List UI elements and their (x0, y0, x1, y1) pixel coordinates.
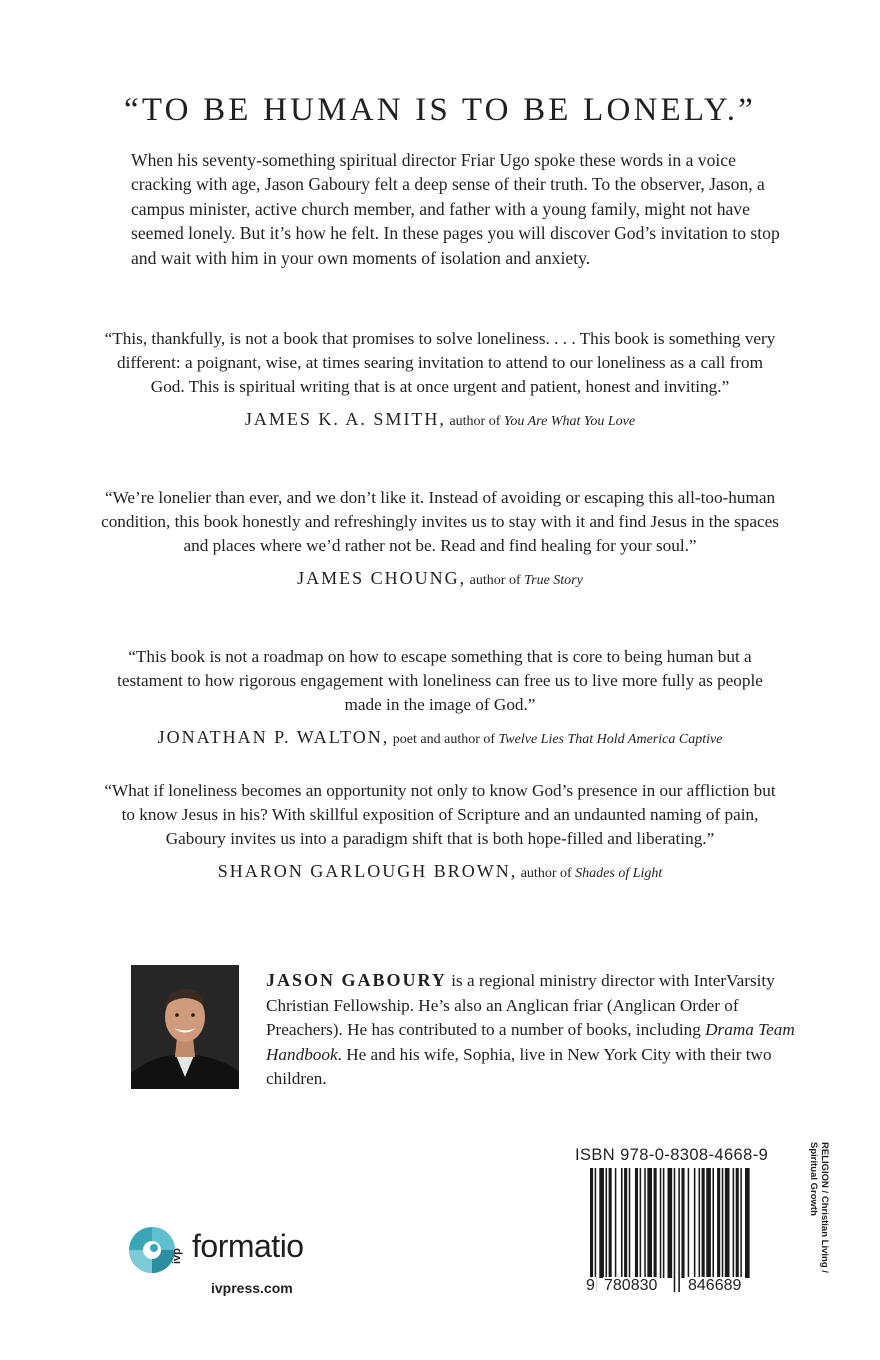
publisher-logo-text: formatio (192, 1228, 304, 1264)
category-label (808, 1142, 830, 1273)
barcode-bar (678, 1168, 680, 1292)
barcode-bar (722, 1168, 724, 1278)
endorser-name: JAMES CHOUNG, (297, 568, 467, 588)
barcode-bar (736, 1168, 739, 1278)
endorser-name: SHARON GARLOUGH BROWN, (217, 861, 518, 881)
headline: “TO BE HUMAN IS TO BE LONELY.” (124, 92, 756, 128)
endorser-name: JONATHAN P. WALTON, (157, 727, 390, 747)
barcode-bar (660, 1168, 662, 1278)
endorser-work: Twelve Lies That Hold America Captive (498, 732, 723, 747)
barcode-bar (717, 1168, 720, 1278)
endorsement-quote: “This, thankfully, is not a book that promises to solve loneliness. . . . This book is something very different: a poignant, wise, at times searing invitation to attend to our loneliness as a call from God. This is spiritual writing that is at once urgent and patient, honest and inviting.” (104, 329, 776, 396)
barcode-bar (615, 1168, 617, 1278)
barcode-bar (740, 1168, 742, 1278)
barcode-bar (694, 1168, 696, 1278)
barcode-digits-left: 780830 (604, 1277, 658, 1294)
barcode-bar (644, 1168, 646, 1278)
barcode-bar (733, 1168, 735, 1278)
intro-paragraph: When his seventy-something spiritual director Friar Ugo spoke these words in a voice cracking with age, Jason Gaboury felt a deep sense of their truth. To the observer, Jason, a campus minister, active church member, and father with a young family, might not have seemed lonely. But it’s how he felt. In these pages you will discover God’s invitation to stop and wait with him in your own moments of isolation and anxiety. (131, 150, 780, 268)
endorsement-quote: “What if loneliness becomes an opportunity not only to know God’s presence in our affliction but to know Jesus in his? With skillful exposition of Scripture and an undaunted naming of pain, Gaboury invites us into a paradigm shift that is both hope-filled and liberating.” (104, 781, 776, 848)
barcode-bar (647, 1168, 652, 1278)
barcode-bar (674, 1168, 676, 1292)
barcode-bar (702, 1168, 705, 1278)
barcode-bar (725, 1168, 730, 1278)
endorsement-attribution (100, 566, 780, 593)
endorser-work: You Are What You Love (503, 414, 636, 429)
barcode-bar (629, 1168, 631, 1278)
endorsement (100, 645, 780, 752)
endorsement (100, 327, 780, 434)
endorser-role: poet and author of (392, 732, 496, 747)
endorser-name: JAMES K. A. SMITH, (244, 409, 446, 429)
author-bio (266, 968, 796, 1092)
endorsement (100, 779, 780, 886)
barcode-bar (654, 1168, 657, 1278)
barcode-bar (706, 1168, 711, 1278)
endorser-work: Shades of Light (575, 866, 663, 881)
endorser-role: author of (520, 866, 572, 881)
category-line: Spiritual Growth (808, 1142, 819, 1216)
author-name: JASON GABOURY (266, 970, 447, 990)
barcode-bar (606, 1168, 608, 1278)
barcode-bar (699, 1168, 701, 1278)
barcode-bar (688, 1168, 690, 1278)
barcode-bar (590, 1168, 593, 1292)
barcode-bar (635, 1168, 638, 1278)
endorser-role: author of (469, 573, 521, 588)
endorsement-attribution (100, 859, 780, 886)
endorser-work: True Story (524, 573, 583, 588)
barcode-bar (640, 1168, 642, 1278)
category-line: RELIGION / Christian Living / (819, 1142, 830, 1273)
endorsement-quote: “This book is not a roadmap on how to escape something that is core to being human but a testament to how rigorous engagement with loneliness can free us to live more fully as people made in the image of God.” (117, 647, 763, 714)
bio-text-end: . He and his wife, Sophia, live in New York City with their two children. (266, 1044, 772, 1089)
author-photo (131, 965, 239, 1089)
endorsement (100, 486, 780, 593)
barcode-bar (663, 1168, 665, 1278)
barcode-bar (599, 1168, 604, 1278)
publisher-website: ivpress.com (211, 1280, 293, 1296)
barcode-bar (681, 1168, 684, 1278)
barcode-bar (595, 1168, 597, 1292)
endorser-role: author of (449, 414, 501, 429)
nautilus-shell-icon (128, 1224, 190, 1280)
barcode-bar (624, 1168, 627, 1278)
barcode-bar (609, 1168, 612, 1278)
barcode-bar (712, 1168, 714, 1278)
endorsement-attribution (100, 407, 780, 434)
barcode-bar (621, 1168, 623, 1278)
bio-book-title: Drama Team Handbook (266, 1020, 795, 1064)
barcode-digit-first: 9 (586, 1277, 595, 1294)
isbn-label: ISBN 978-0-8308-4668-9 (575, 1146, 769, 1164)
barcode-bar (668, 1168, 673, 1278)
publisher-logo (128, 1224, 328, 1284)
imprint-mark: ivp (171, 1248, 183, 1264)
endorsement-quote: “We’re lonelier than ever, and we don’t like it. Instead of avoiding or escaping this all-too-human condition, this book honestly and refreshingly invites us to stay with it and find Jesus in the spaces and places where we’d rather not be. Read and find healing for your soul.” (101, 488, 779, 555)
barcode-bar (745, 1168, 750, 1278)
barcode-digits-right: 846689 (688, 1277, 742, 1294)
bio-text: is a regional ministry director with InterVarsity Christian Fellowship. He’s also an Anglican friar (Anglican Order of Preachers). He has contributed to a number of books, including (266, 971, 775, 1040)
endorsement-attribution (100, 725, 780, 752)
author-portrait-icon (131, 965, 239, 1089)
